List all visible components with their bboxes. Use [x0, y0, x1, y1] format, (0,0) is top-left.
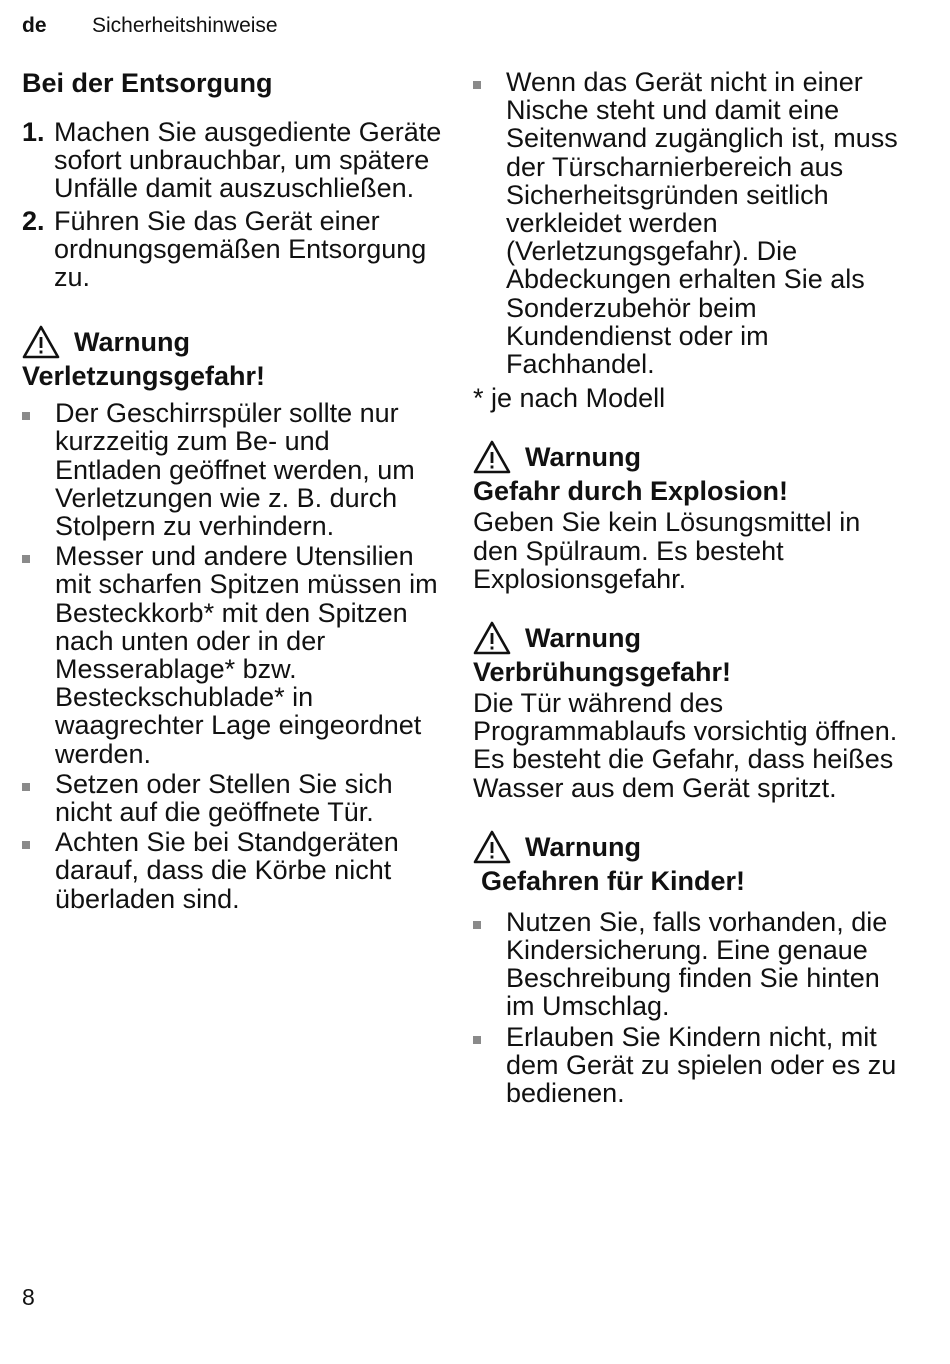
- bullet-item: [473, 908, 903, 1021]
- warning-subtitle: Verbrühungsgefahr!: [473, 657, 732, 688]
- bullet-text: Erlauben Sie Kindern nicht, mit dem Gerät zu spielen oder es zu bedienen.: [506, 1021, 897, 1109]
- bullet-text: Messer und andere Utensilien mit scharfen Spitzen müssen im Besteckkorb* mit den Spitzen nach unten oder in der Messerablage* bzw. Besteckschublade* in waagrechter Lage eingeordnet werden.: [55, 541, 438, 769]
- warning-triangle-icon: [473, 621, 511, 655]
- left-column: [22, 66, 442, 915]
- bullet-item: [22, 542, 442, 768]
- page-number: 8: [22, 1284, 35, 1310]
- warning-title: [473, 621, 903, 655]
- warning-label: Warnung: [525, 831, 641, 862]
- square-bullet-icon: [22, 841, 30, 849]
- warning-block-explosion: [473, 440, 903, 593]
- disposal-steps: [22, 118, 442, 291]
- bullet-item: [22, 828, 442, 913]
- square-bullet-icon: [22, 783, 30, 791]
- warning-block-scalding: [473, 621, 903, 802]
- square-bullet-icon: [22, 555, 30, 563]
- warning-label: Warnung: [74, 327, 190, 358]
- continued-bullet-list: [473, 68, 903, 378]
- bullet-item: [473, 68, 903, 378]
- step-item: [22, 118, 442, 203]
- language-code: de: [22, 14, 47, 37]
- step-number: 1.: [22, 117, 45, 147]
- warning-block-children: [473, 830, 903, 1107]
- warning-label: Warnung: [525, 622, 641, 653]
- right-column: [473, 66, 903, 1109]
- bullet-item: [22, 770, 442, 826]
- step-text: Führen Sie das Gerät einer ordnungsgemäßen Entsorgung zu.: [54, 205, 427, 293]
- footnote: * je nach Modell: [473, 383, 666, 414]
- warning-bullet-list: [22, 399, 442, 913]
- warning-label: Warnung: [525, 442, 641, 473]
- warning-text: Die Tür während des Programmablaufs vorsichtig öffnen. Es besteht die Gefahr, dass heißes Wasser aus dem Gerät spritzt.: [473, 688, 898, 803]
- bullet-text: Der Geschirrspüler sollte nur kurzzeitig zum Be- und Entladen geöffnet werden, um Verletzungen wie z. B. durch Stolpern zu verhindern.: [55, 398, 415, 542]
- square-bullet-icon: [473, 1036, 481, 1044]
- warning-triangle-icon: [22, 325, 60, 359]
- step-item: [22, 207, 442, 292]
- square-bullet-icon: [473, 921, 481, 929]
- warning-triangle-icon: [473, 440, 511, 474]
- section-title: Sicherheitshinweise: [92, 14, 278, 37]
- disposal-heading: Bei der Entsorgung: [22, 68, 273, 98]
- bullet-text: Nutzen Sie, falls vorhanden, die Kindersicherung. Eine genaue Beschreibung finden Sie hinten im Umschlag.: [506, 906, 888, 1022]
- warning-subtitle: Verletzungsgefahr!: [22, 361, 266, 392]
- step-number: 2.: [22, 205, 45, 236]
- bullet-item: [473, 1023, 903, 1108]
- square-bullet-icon: [22, 412, 30, 420]
- warning-title: [22, 325, 442, 359]
- warning-subtitle: Gefahren für Kinder!: [481, 865, 746, 896]
- bullet-text: Wenn das Gerät nicht in einer Nische steht und damit eine Seitenwand zugänglich ist, muss der Türscharnierbereich aus Sicherheitsgründen seitlich verkleidet werden (Verletzungsgefahr). Die Abdeckungen erhalten Sie als Sonderzubehör beim Kundendienst oder im Fachhandel.: [506, 67, 898, 380]
- warning-triangle-icon: [473, 830, 511, 864]
- square-bullet-icon: [473, 81, 481, 89]
- page-header: [22, 14, 922, 42]
- warning-title: [473, 440, 903, 474]
- bullet-item: [22, 399, 442, 540]
- warning-block-injury: [22, 325, 442, 913]
- warning-title: [473, 830, 903, 864]
- bullet-text: Achten Sie bei Standgeräten darauf, dass die Körbe nicht überladen sind.: [55, 827, 399, 914]
- step-text: Machen Sie ausgediente Geräte sofort unbrauchbar, um spätere Unfälle damit auszuschließen.: [54, 117, 442, 204]
- warning-subtitle: Gefahr durch Explosion!: [473, 476, 789, 507]
- bullet-text: Setzen oder Stellen Sie sich nicht auf die geöffnete Tür.: [55, 768, 393, 828]
- warning-bullet-list: [473, 908, 903, 1107]
- warning-text: Geben Sie kein Lösungsmittel in den Spülraum. Es besteht Explosionsgefahr.: [473, 507, 861, 594]
